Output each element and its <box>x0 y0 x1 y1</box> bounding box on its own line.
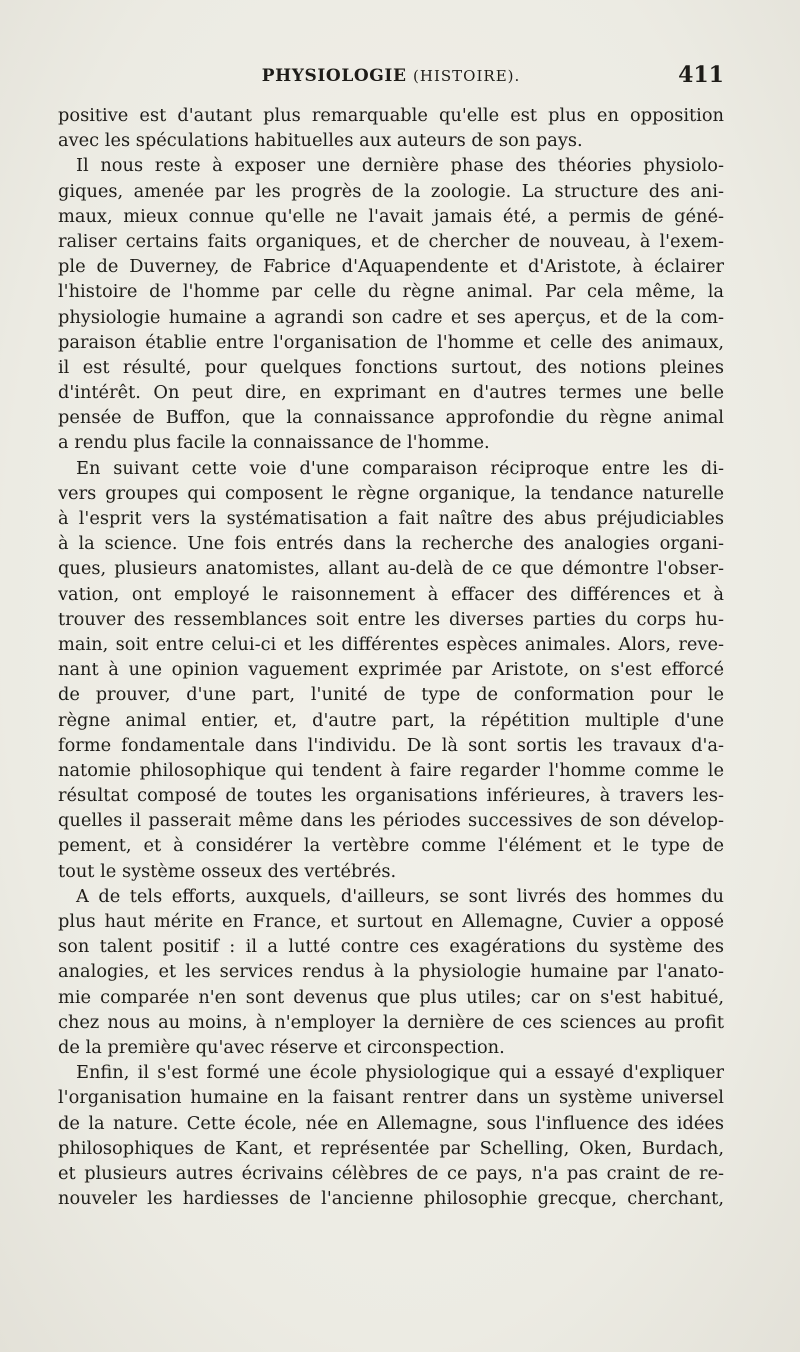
text-line: a rendu plus facile la connaissance de l'homme. <box>58 432 490 454</box>
text-line: de la nature. Cette école, née en Allemagne, sous l'influence des idées <box>58 1112 724 1134</box>
text-line: Il nous reste à exposer une dernière phase des théories physiolo- <box>76 155 724 177</box>
text-line: Enfin, il s'est formé une école physiologique qui a essayé d'expliquer <box>76 1062 724 1084</box>
text-line: de la première qu'avec réserve et circonspection. <box>58 1036 505 1058</box>
text-line: giques, amenée par les progrès de la zoologie. La structure des ani- <box>58 180 724 202</box>
paragraph <box>58 1060 724 1211</box>
text-line: d'intérêt. On peut dire, en exprimant en d'autres termes une belle <box>58 382 724 404</box>
text-line: analogies, et les services rendus à la physiologie humaine par l'anato- <box>58 961 724 983</box>
text-line: paraison établie entre l'organisation de l'homme et celle des animaux, <box>58 331 724 353</box>
text-line: vation, ont employé le raisonnement à effacer des différences et à <box>58 583 724 605</box>
text-line: avec les spéculations habituelles aux auteurs de son pays. <box>58 130 583 152</box>
text-line: physiologie humaine a agrandi son cadre et ses aperçus, et de la com- <box>58 306 724 328</box>
text-line: son talent positif : il a lutté contre ces exagérations du système des <box>58 936 724 958</box>
text-line: maux, mieux connue qu'elle ne l'avait jamais été, a permis de géné- <box>58 205 724 227</box>
running-title <box>58 66 724 86</box>
text-line: pement, et à considérer la vertèbre comme l'élément et le type de <box>58 835 724 857</box>
text-line: A de tels efforts, auxquels, d'ailleurs, se sont livrés des hommes du <box>76 885 724 907</box>
text-line: ple de Duverney, de Fabrice d'Aquapendente et d'Aristote, à éclairer <box>58 256 724 278</box>
text-line: quelles il passerait même dans les périodes successives de son dévelop- <box>58 810 724 832</box>
text-line: et plusieurs autres écrivains célèbres de ce pays, n'a pas craint de re- <box>58 1162 724 1184</box>
text-line: résultat composé de toutes les organisations inférieures, à travers les- <box>58 785 724 807</box>
text-line: ques, plusieurs anatomistes, allant au-delà de ce que démontre l'obser- <box>58 558 724 580</box>
text-line: natomie philosophique qui tendent à faire regarder l'homme comme le <box>58 759 724 781</box>
text-line: règne animal entier, et, d'autre part, la répétition multiple d'une <box>58 709 724 731</box>
running-title-main: PHYSIOLOGIE <box>261 66 407 86</box>
running-title-paren: (HISTOIRE). <box>413 67 521 85</box>
text-line: positive est d'autant plus remarquable qu'elle est plus en opposition <box>58 105 724 126</box>
text-line: trouver des ressemblances soit entre les diverses parties du corps hu- <box>58 608 724 630</box>
text-line: mie comparée n'en sont devenus que plus utiles; car on s'est habitué, <box>58 986 724 1008</box>
text-line: philosophiques de Kant, et représentée par Schelling, Oken, Burdach, <box>58 1137 724 1159</box>
text-line: main, soit entre celui-ci et les différentes espèces animales. Alors, reve- <box>58 633 724 655</box>
text-line: tout le système osseux des vertébrés. <box>58 860 397 882</box>
paragraph <box>58 884 724 1060</box>
paragraph <box>58 103 724 153</box>
text-line: à l'esprit vers la systématisation a fait naître des abus préjudiciables <box>58 508 724 529</box>
text-line: de prouver, d'une part, l'unité de type de conformation pour le <box>58 684 724 706</box>
body-text <box>58 103 724 1211</box>
page-header <box>58 60 724 90</box>
text-line: nouveler les hardiesses de l'ancienne philosophie grecque, cherchant, <box>58 1188 724 1210</box>
text-line: raliser certains faits organiques, et de chercher de nouveau, à l'exem- <box>58 230 724 252</box>
text-line: En suivant cette voie d'une comparaison réciproque entre les di- <box>76 457 724 479</box>
text-line: à la science. Une fois entrés dans la recherche des analogies organi- <box>58 533 724 555</box>
paragraph <box>58 153 724 455</box>
text-line: vers groupes qui composent le règne organique, la tendance naturelle <box>58 482 724 504</box>
text-line: pensée de Buffon, que la connaissance approfondie du règne animal <box>58 407 724 429</box>
text-line: l'histoire de l'homme par celle du règne animal. Par cela même, la <box>58 281 724 303</box>
text-line: l'organisation humaine en la faisant rentrer dans un système universel <box>58 1087 724 1109</box>
text-line: il est résulté, pour quelques fonctions surtout, des notions pleines <box>58 356 724 378</box>
text-line: forme fondamentale dans l'individu. De là sont sortis les travaux d'a- <box>58 734 724 756</box>
paragraph <box>58 456 724 884</box>
text-line: nant à une opinion vaguement exprimée par Aristote, on s'est efforcé <box>58 659 724 681</box>
text-line: chez nous au moins, à n'employer la dernière de ces sciences au profit <box>58 1011 724 1033</box>
text-line: plus haut mérite en France, et surtout en Allemagne, Cuvier a opposé <box>58 911 724 932</box>
page-number: 411 <box>678 62 724 88</box>
